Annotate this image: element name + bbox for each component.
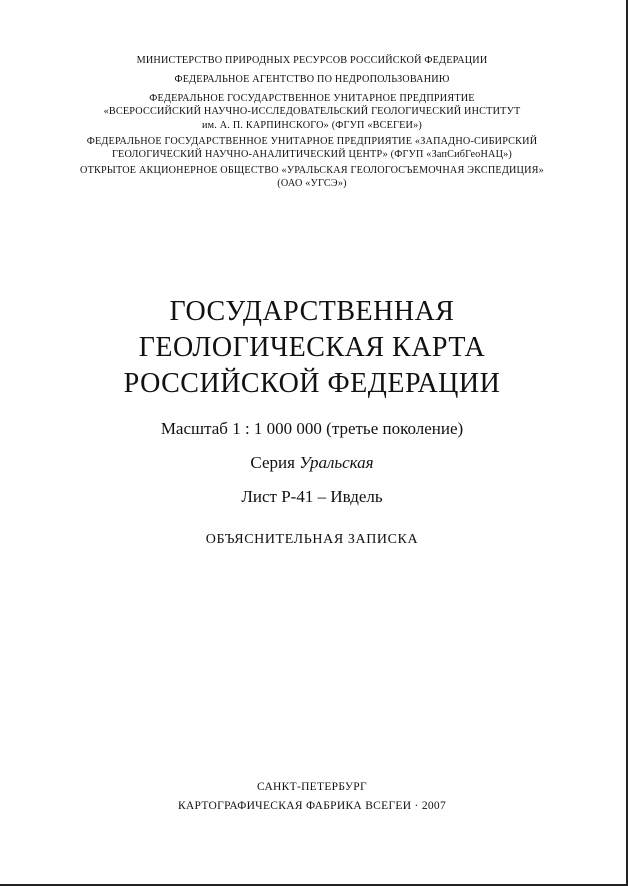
org-ugse-line2: (ОАО «УГСЭ») [277,178,347,189]
org-zapsib-line2: ГЕОЛОГИЧЕСКИЙ НАУЧНО-АНАЛИТИЧЕСКИЙ ЦЕНТР» (ФГУП «ЗапСибГеоНАЦ») [111,149,513,160]
org-vsegei-line1: ФЕДЕРАЛЬНОЕ ГОСУДАРСТВЕННОЕ УНИТАРНОЕ ПРЕДПРИЯТИЕ [149,93,475,104]
series-label: Серия [250,453,295,472]
sheet-line: Лист P-41 – Ивдель [241,487,383,506]
org-zapsib-line1: ФЕДЕРАЛЬНОЕ ГОСУДАРСТВЕННОЕ УНИТАРНОЕ ПРЕДПРИЯТИЕ «ЗАПАДНО-СИБИРСКИЙ [86,136,538,147]
series-line [0,453,624,473]
title-line-2: ГЕОЛОГИЧЕСКАЯ КАРТА [138,332,486,363]
scale-line: Масштаб 1 : 1 000 000 (третье поколение) [160,419,464,438]
org-ugse-line1: ОТКРЫТОЕ АКЦИОНЕРНОЕ ОБЩЕСТВО «УРАЛЬСКАЯ ГЕОЛОГОСЪЕМОЧНАЯ ЭКСПЕДИЦИЯ» [80,165,544,176]
title-line-3: РОССИЙСКОЙ ФЕДЕРАЦИИ [123,368,501,399]
org-vsegei-line2: «ВСЕРОССИЙСКИЙ НАУЧНО-ИССЛЕДОВАТЕЛЬСКИЙ ГЕОЛОГИЧЕСКИЙ ИНСТИТУТ [103,106,521,117]
footer-city: САНКТ-ПЕТЕРБУРГ [257,781,367,793]
org-agency: ФЕДЕРАЛЬНОЕ АГЕНТСТВО ПО НЕДРОПОЛЬЗОВАНИЮ [174,74,450,85]
org-ministry: МИНИСТЕРСТВО ПРИРОДНЫХ РЕСУРСОВ РОССИЙСКОЙ ФЕДЕРАЦИИ [136,55,488,66]
title-line-1: ГОСУДАРСТВЕННАЯ [169,296,455,327]
org-vsegei-line3: им. А. П. КАРПИНСКОГО» (ФГУП «ВСЕГЕИ») [201,120,423,131]
footer-publisher: КАРТОГРАФИЧЕСКАЯ ФАБРИКА ВСЕГЕИ · 2007 [177,800,447,812]
series-name: Уральская [299,453,374,472]
explanatory-note-heading: ОБЪЯСНИТЕЛЬНАЯ ЗАПИСКА [205,532,419,547]
